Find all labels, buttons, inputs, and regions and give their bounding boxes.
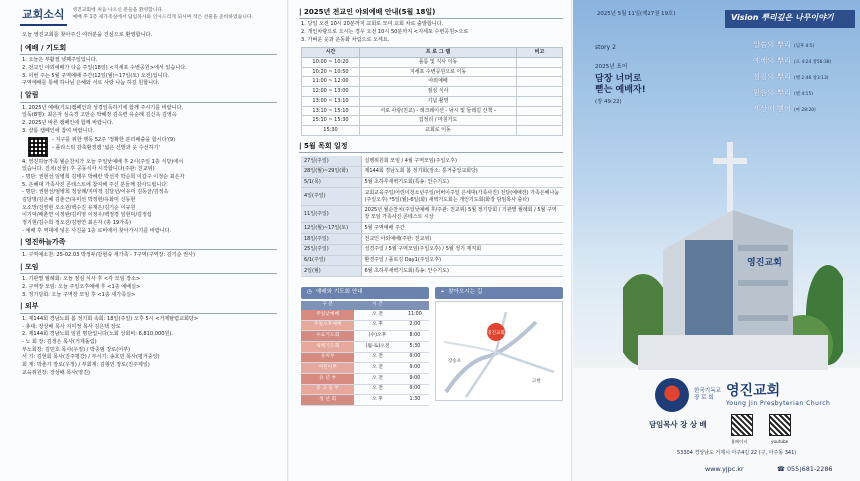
worship-table <box>301 301 429 406</box>
table-cell <box>517 96 563 106</box>
table-cell: 유 년 부 <box>301 373 354 384</box>
table-cell: 9:00 <box>401 363 429 374</box>
section-line: 오소망/진영현 오소원/백수진 유재은/김기순 이규원 <box>22 204 136 211</box>
building-sign: 영진교회 <box>747 258 782 268</box>
section-line: 1. 2025년 예배(기도)캠페인과 성경일독하기에 함께 주시기를 바랍니다. <box>22 104 184 111</box>
table-cell: 11:00 ~ 12:00 <box>302 77 360 87</box>
table-cell: 성경주일 / 5월 구역모임(주일오후) / 5월 정기 제직회 <box>361 244 563 255</box>
vision-item-ref: (요 4:24 창56:38) <box>794 59 832 65</box>
map-box-title: 찾아오시는 길 <box>448 289 483 296</box>
worship-box-title: 예배와 기도회 안내 <box>315 289 363 296</box>
table-cell: 유치부 <box>301 352 354 363</box>
section-title: | 예배 / 기도회 <box>20 44 277 55</box>
map-label: 장승포 <box>448 358 462 364</box>
location-pin-icon: ⌖ <box>441 289 445 296</box>
table-cell: 27일(주일) <box>301 156 361 166</box>
table-row <box>301 156 563 166</box>
table-row <box>301 205 563 223</box>
section-line: 교육위원장: 장상배 목사(영진) <box>22 369 90 376</box>
table-cell: 지세포 수변공원으로 이동 <box>360 67 517 77</box>
section-title: | 영진하늘가족 <box>20 238 277 249</box>
retreat-schedule-table <box>301 47 563 136</box>
column-header: 비고 <box>517 47 563 57</box>
section-line: 3. 이번 주는 5월 구역예배 주간(12일(월)~17일(토) 오전)입니다. <box>22 72 170 79</box>
worship-box-header <box>301 287 429 299</box>
table-cell: 6월 초하루새벽기도회(특송: 안수기도) <box>361 266 563 277</box>
table-cell: 10:00 ~ 10:20 <box>302 57 360 67</box>
table-cell: 13:00 ~ 13:10 <box>302 96 360 106</box>
table-row <box>302 77 563 87</box>
table-cell: 서로 사랑(친교) - 레크레이션 - 낚시 및 둘레길 산책 - <box>360 106 517 116</box>
vision-item <box>753 72 857 82</box>
table-cell <box>517 116 563 126</box>
table-cell: 주일오후예배 <box>301 320 354 331</box>
table-cell: 오 후 <box>354 320 400 331</box>
section-line: 2. 2025년 바른 캠페인에 함께 바랍니다. <box>22 119 114 126</box>
table-cell: 8:00 <box>401 331 429 342</box>
table-cell: 15:30 <box>302 126 360 136</box>
table-row <box>302 116 563 126</box>
qr-code-icon[interactable] <box>28 137 48 157</box>
table-row <box>302 96 563 106</box>
table-row <box>301 320 429 331</box>
table-cell: 4일(주일) <box>301 188 361 206</box>
table-cell: 오 전 <box>354 363 400 374</box>
retreat-line: 3. 가벼운 옷과 운동화 차림으로 오세요. <box>301 36 390 43</box>
motto-line: 담장 너머로 <box>595 74 642 84</box>
table-row <box>301 395 429 406</box>
vision-item-ref: (딤후 4:5) <box>794 44 815 49</box>
directions-map[interactable] <box>435 301 563 401</box>
section-line: - 명단: 권현선 임병희 김태우 박혜란 박선자 박순희 이갑구 이정순 최은자 <box>22 173 185 180</box>
motto-label: 2025년 표어 <box>595 64 628 70</box>
table-cell: 11일(주일) <box>301 205 361 223</box>
table-row <box>301 310 429 320</box>
section-line: 1. 기관별 월례회: 오늘 점심 식사 후 <각 모임 장소> <box>22 276 141 283</box>
table-row <box>301 188 563 206</box>
info-boxes <box>301 287 563 406</box>
website-link[interactable]: www.yjpc.kr <box>705 465 744 473</box>
section-line: 5. 은혜대 가족사진 콘테스트에 참여해 주신 분들께 감사드립니다. <box>22 181 168 188</box>
table-cell: 15:10 ~ 15:30 <box>302 116 360 126</box>
table-cell: 5/1(목) <box>301 177 361 188</box>
map-label: 영진교회 <box>487 330 505 336</box>
section-family <box>20 238 277 258</box>
table-cell: 점심 식사 <box>360 87 517 97</box>
table-cell: 11:00 <box>401 310 429 320</box>
table-cell: 오 후 <box>354 395 400 406</box>
news-intro <box>73 8 254 21</box>
table-cell: 새벽기도회 <box>301 341 354 352</box>
vision-item <box>753 104 857 114</box>
church-english-name: Young Jin Presbyterian Church <box>726 400 831 408</box>
table-cell: 1:30 <box>401 395 429 406</box>
table-header-row <box>302 47 563 57</box>
church-identity <box>655 378 830 412</box>
motto-line: 뻗는 예배자! <box>595 85 646 96</box>
clock-icon: ◷ <box>307 289 312 296</box>
section-line: - 노 회 장: 김정은 목사(거제돌림) <box>22 338 97 345</box>
table-cell: 5:30 <box>401 341 429 352</box>
section-line: - 총대: 장상배 목사 지미정 목사 김은택 장로 <box>22 323 121 330</box>
table-cell: 28일(월)~29일(화) <box>301 166 361 177</box>
vision-item-ref: (벧 4:15) <box>794 91 813 97</box>
section-line: 정기현/김수희 정오진/김영연 최은자 (총 19가족) <box>22 219 131 226</box>
phone-number: ☎ 055)681-2286 <box>777 465 833 473</box>
table-row <box>301 363 429 374</box>
welcome-text: 오늘 영진교회를 찾아주신 여러분을 진심으로 환영합니다. <box>22 31 153 38</box>
section-line: 3. 샬롬 캠페인에 참여 바랍니다. <box>22 127 95 134</box>
table-cell <box>517 67 563 77</box>
table-row <box>301 266 563 277</box>
news-intro-line: 예배 후 1층 새가족실에서 담임목사와 인사드리게 되시며 작은 선물을 준비하였습니다. <box>72 14 254 20</box>
section-line: 2. 구역장 모임: 오늘 주일오후예배 후 <1층 예배실> <box>22 283 141 290</box>
table-cell: (수)오후 <box>354 331 400 342</box>
table-cell <box>517 106 563 116</box>
homepage-qr-label: 홈페이지 <box>731 439 748 444</box>
vision-item-title: 믿음의 뿌리 <box>753 87 792 97</box>
section-title: | 모임 <box>20 263 277 274</box>
retreat-line: 1. 당일 오전 10시 20분까지 교회로 모여 교회 차로 출발합니다. <box>301 21 444 28</box>
issue-date: 2025년 5월 11일(제27권 19호) <box>597 11 676 17</box>
table-row <box>301 166 563 177</box>
worship-box <box>301 287 429 406</box>
table-row <box>301 234 563 245</box>
map-label: 고현 <box>532 378 541 384</box>
table-cell: 6/1(주일) <box>301 255 361 266</box>
table-cell: 오 전 <box>354 373 400 384</box>
map-box <box>435 287 563 406</box>
section-line: 2. 제144회 경남노회 임원 명단입니다(노회 상회비: 6,810,000원). <box>22 331 174 338</box>
section-title: | 외부 <box>20 302 277 313</box>
table-row <box>302 87 563 97</box>
table-cell: 12일(월)~17일(토) <box>301 223 361 234</box>
table-cell <box>517 126 563 136</box>
table-cell: 9:00 <box>401 373 429 384</box>
table-cell: 어린이부 <box>301 363 354 374</box>
church-address: 53304 경상남도 거제시 아주4길 22 (구, 아주동 341) <box>677 450 797 456</box>
column-header <box>401 301 429 310</box>
table-cell: 10:20 ~ 10:50 <box>302 67 360 77</box>
table-row <box>301 255 563 266</box>
cover-panel <box>573 0 860 481</box>
section-line: 일독(8명): 최은자 심숙경 고만순 박혜정 김옥련 유순례 김신옥 김영옥 <box>22 112 177 119</box>
table-row <box>302 67 563 77</box>
vision-banner: Vision 뿌리깊은 나무이야기 <box>725 10 855 28</box>
section-line: 1. 구역예소천: 25-02.03 박정두/감현숙 세가족 - 7구역(구역장: 김기순 권사) <box>22 251 196 258</box>
section-line: 김달명/김은혜 김춘근/유미선 박정현/유화미 신동현 <box>22 196 136 203</box>
table-cell: 오 전 <box>354 352 400 363</box>
table-cell: 전교인 야외예배(주관: 친교위) <box>361 234 563 245</box>
table-cell: 2일(월) <box>301 266 361 277</box>
column-header: 시 간 <box>354 301 400 310</box>
table-cell: 환경주일 / 플로깅 Day1(주일오후) <box>361 255 563 266</box>
section-outside <box>20 302 277 376</box>
section-line: 회 계: 박춘기 장로(우정) / 부회계: 김형민 장로(진주제일) <box>22 361 150 368</box>
vision-list <box>753 40 857 120</box>
column-header: 구 분 <box>301 301 354 310</box>
map-box-header <box>435 287 563 299</box>
table-cell: 플룸 및 식사 이동 <box>360 57 517 67</box>
retreat-text <box>299 21 563 43</box>
youtube-qr-icon[interactable] <box>769 414 791 436</box>
section-line: 서 기: 김현회 목사(진주평강) / 부서기: 송호민 목사(평거중앙) <box>22 354 160 361</box>
news-panel <box>0 0 288 481</box>
table-row <box>301 177 563 188</box>
vision-item-title: 세상에 뻗어 <box>753 103 792 113</box>
homepage-qr-icon[interactable] <box>731 414 753 436</box>
section-line: - 예배 후 역대에 넣은 사진을 1층 로비에서 찾아가시기를 바랍니다. <box>22 227 172 234</box>
table-row <box>301 352 429 363</box>
section-line: 4. 영진하늘가족 월순찬치가 오늘 주일낮예배 후 2시(주일 1층 식당)에서 <box>22 158 184 165</box>
table-row <box>301 244 563 255</box>
table-row <box>301 223 563 234</box>
table-header-row <box>301 301 429 310</box>
table-cell: 집정리 / 마침기도 <box>360 116 517 126</box>
motto-title <box>595 74 646 97</box>
table-row <box>301 373 429 384</box>
section-notice <box>20 91 277 234</box>
column-header: 프 로 그 램 <box>360 47 517 57</box>
church-logo-icon <box>655 378 689 412</box>
table-cell: 수요기도회 <box>301 331 354 342</box>
section-line: 이기덕/배춘연 이정완/김미영 이정우/백정경 임현덕/김정섭 <box>22 212 152 219</box>
table-cell: 9:00 <box>401 352 429 363</box>
table-cell: 5월 초하루새벽기도회(특송: 안수기도) <box>361 177 563 188</box>
table-row <box>301 341 429 352</box>
church-name: 영진교회 <box>726 382 781 399</box>
table-row <box>301 384 429 395</box>
table-cell: 주일낮예배 <box>301 310 354 320</box>
column-header: 시간 <box>302 47 360 57</box>
section-line: - 명단: 권현선/엄병희 정상례/지미정 김달년/이유미 김동균/김정옥 <box>22 189 169 196</box>
table-cell: 야외예배 <box>360 77 517 87</box>
table-cell: 실행위원회 모임 / 4월 구역모임(주일오후) <box>361 156 563 166</box>
news-title: 교회소식 <box>20 8 67 26</box>
events-table <box>301 156 563 277</box>
story-label: story 2 <box>595 44 616 51</box>
table-cell: (월-토)오전 <box>354 341 400 352</box>
section-line: 부노회장: 김민호 목사(우정) / 박종범 장로(어부) <box>22 346 131 353</box>
news-intro-line: 영진교회에 처음 나오신 분들을 환영합니다. <box>72 8 164 13</box>
table-cell: 25일(주일) <box>301 244 361 255</box>
vision-item-ref: (마 28:20) <box>794 107 816 113</box>
table-cell: 5월 구역예배 주간 <box>361 223 563 234</box>
vision-item-title: 섬김의 뿌리 <box>753 71 792 81</box>
table-cell: 청 년 회 <box>301 395 354 406</box>
table-cell: 2:00 <box>401 320 429 331</box>
table-cell: 교회교육주일/어린이청소년주일/어버이주일 은세대(가족사진) 전달(예배전) 가족은혜나눔(주일오후) *5일(월)-6일(화) 새벽기도회는 개인기도회(화장 담임목사 출타) <box>361 188 563 206</box>
vision-item-title: 말씀의 뿌리 <box>753 40 792 49</box>
qr-line: - 플라스틱 감축환경캠 '넓은 신발과 옷 수선하기' <box>52 144 160 151</box>
table-cell: 제144회 경남노회 봄 정기회(장소: 통거중앙교회당) <box>361 166 563 177</box>
schedule-panel <box>289 0 572 481</box>
vision-item-ref: (행 2:46 창3:13) <box>794 75 829 81</box>
section-meeting <box>20 263 277 299</box>
table-row <box>302 57 563 67</box>
denomination <box>694 388 721 401</box>
table-cell <box>517 77 563 87</box>
section-title: | 알림 <box>20 91 277 102</box>
vision-item <box>753 40 857 50</box>
vision-item <box>753 88 857 98</box>
youtube-qr-label: youtube <box>771 439 789 444</box>
table-cell: 오 전 <box>354 384 400 395</box>
section-line: 3. 정기당회: 오늘 구역장 모임 후 <1층 새가족실> <box>22 291 136 298</box>
pastor-name: 담임목사 장 상 배 <box>649 420 707 429</box>
motto-reference: (창 49:22) <box>595 99 622 105</box>
table-cell: 교회로 이동 <box>360 126 517 136</box>
table-cell <box>517 57 563 67</box>
section-worship <box>20 44 277 87</box>
qr-line: - 지구를 위한 행동 52주 '정확한 분리배출을 합시다'(9) <box>52 137 176 144</box>
table-cell: 오 전 <box>354 310 400 320</box>
events-title: | 5월 목회 일정 <box>299 142 563 153</box>
denomination-line: 한국기독교 <box>694 388 722 395</box>
table-row <box>302 106 563 116</box>
table-cell: 12:00 ~ 13:00 <box>302 87 360 97</box>
table-cell: 9:00 <box>401 384 429 395</box>
denomination-line: 장 로 회 <box>694 395 714 401</box>
retreat-title: | 2025년 전교인 야외예배 안내(5월 18일) <box>299 8 563 19</box>
table-cell: 2025년 월순찬치(주일낮예배 후/주관: 친교위) 5월 정기당회 / 기관별 월례회 / 5월 구역장 모임 가족사진 콘테스트 시상 <box>361 205 563 223</box>
table-cell: 13:10 ~ 15:10 <box>302 106 360 116</box>
church-building-illustration <box>623 120 843 370</box>
table-cell: 중 고 등 부 <box>301 384 354 395</box>
retreat-line: 2. 개인차량으로 오시는 경우 오전 10시 50분까지 <지세포 수변공원>으로 <box>301 29 469 36</box>
vision-item-title: 예배의 뿌리 <box>753 55 792 65</box>
table-cell: 18일(주일) <box>301 234 361 245</box>
section-line: 1. 오늘은 부활절 넷째주일입니다. <box>22 57 98 64</box>
table-row <box>302 126 563 136</box>
table-cell <box>517 87 563 97</box>
news-header <box>20 8 277 26</box>
section-line: 구역예배를 통해 하나님 은혜와 서로 사랑 나눔 하길 원합니다. <box>22 80 160 87</box>
section-line: 있습니다. 진치(선물) 후 공동식사 시작합니다(주관: 친교위) <box>22 166 155 173</box>
qr-campaign <box>28 137 277 157</box>
table-cell: 기념 촬영 <box>360 96 517 106</box>
section-line: 2. 전교인 야외예배가 다음 주일(18일) <지세포 수변공원>에서 있습니다. <box>22 64 187 71</box>
section-line: 1. 제144회 경남노회 봄 정기회 속회: 18일(주일) 오후 5시 <거제탈렴교회당> <box>22 315 199 322</box>
table-row <box>301 331 429 342</box>
map-drawing <box>436 302 563 401</box>
vision-item <box>753 56 857 66</box>
